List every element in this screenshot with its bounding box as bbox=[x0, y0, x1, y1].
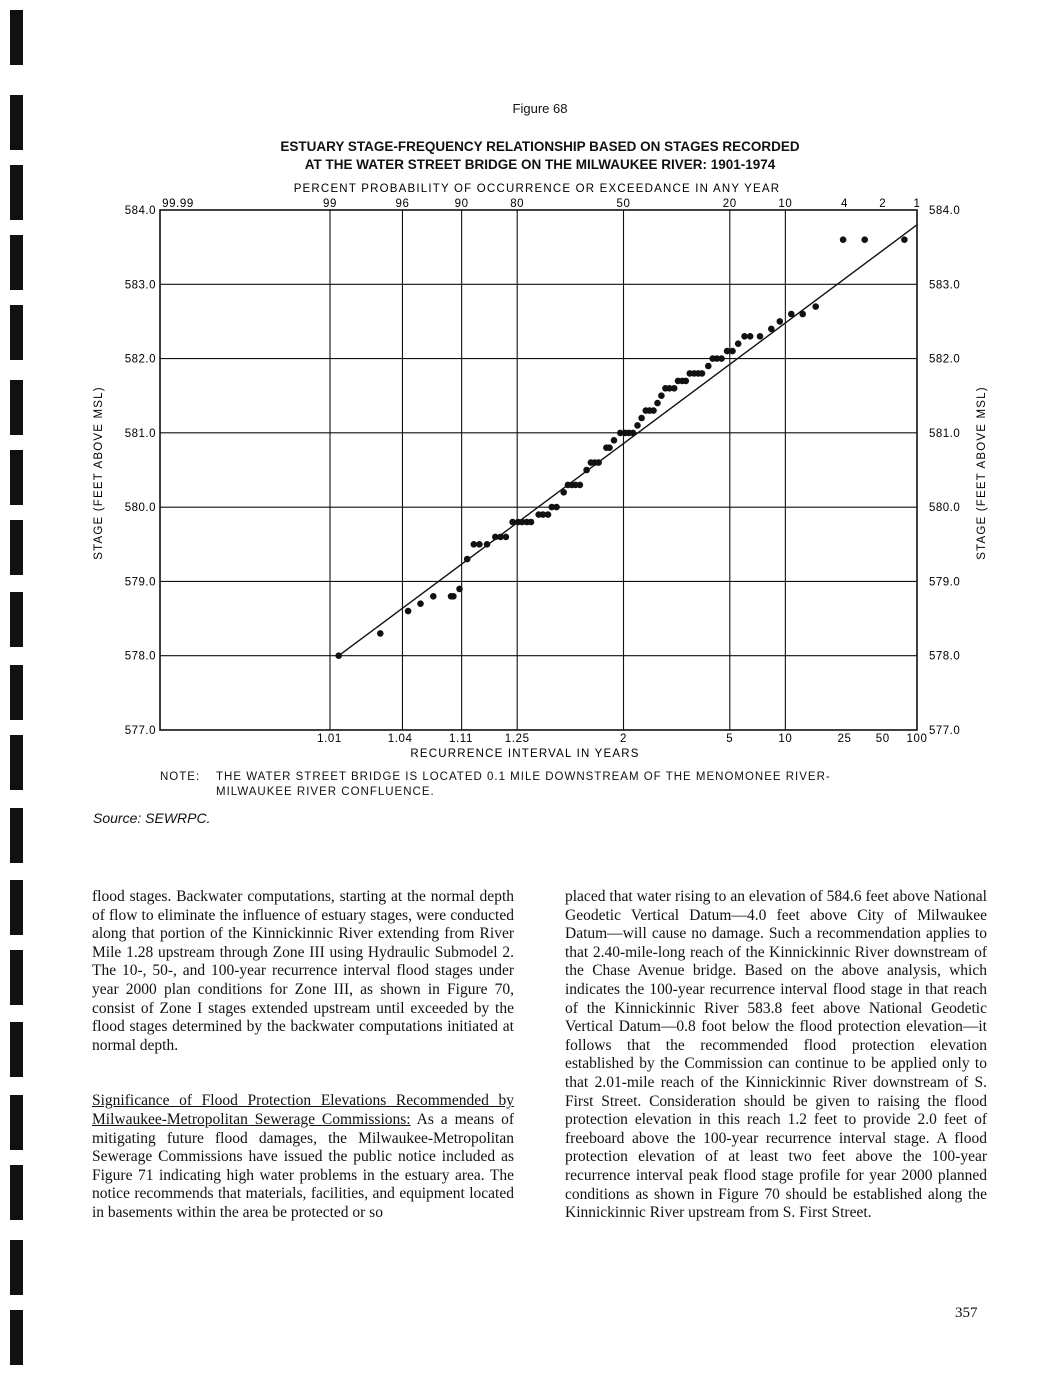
data-point bbox=[606, 444, 613, 451]
y-tick-label: 581.0 bbox=[929, 427, 961, 440]
y-tick-label: 583.0 bbox=[124, 279, 156, 292]
data-point bbox=[741, 333, 748, 340]
left-paragraph-2-text: As a means of mitigating future flood damages, the Milwaukee-Metropolitan Sewerage Commissions have issued the public notice included as Figure 71 indicating high water problems in the estuary area. The notice recommends that materials, facilities, and equipment located in basements within the area be protected or so bbox=[92, 1110, 515, 1221]
data-point bbox=[861, 236, 868, 243]
x-tick-label: 100 bbox=[906, 733, 928, 745]
data-point bbox=[583, 467, 590, 474]
data-point bbox=[377, 630, 384, 637]
x-tick-label: 1.01 bbox=[317, 733, 342, 745]
binding-mark bbox=[10, 1095, 23, 1150]
plot-frame bbox=[160, 210, 917, 730]
data-point bbox=[901, 236, 908, 243]
right-text-column bbox=[565, 888, 987, 1223]
data-point bbox=[840, 236, 847, 243]
data-point bbox=[812, 303, 819, 310]
binding-mark bbox=[10, 880, 23, 935]
data-point bbox=[658, 392, 665, 399]
binding-mark bbox=[10, 1310, 23, 1365]
data-point bbox=[430, 593, 437, 600]
note-line1: THE WATER STREET BRIDGE IS LOCATED 0.1 MILE DOWNSTREAM OF THE MENOMONEE RIVER- bbox=[216, 771, 831, 783]
y-tick-label: 581.0 bbox=[124, 427, 156, 440]
figure-label: Figure 68 bbox=[512, 101, 568, 116]
x-tick-label: 5 bbox=[726, 733, 734, 745]
binding-mark bbox=[10, 1165, 23, 1220]
left-text-column bbox=[92, 888, 514, 1223]
data-point bbox=[799, 311, 806, 318]
data-point bbox=[768, 326, 775, 333]
data-point bbox=[476, 541, 483, 548]
source-line: Source: SEWRPC. bbox=[93, 810, 211, 826]
data-point bbox=[630, 430, 637, 437]
top-tick-label: 1 bbox=[913, 198, 921, 210]
data-point bbox=[595, 459, 602, 466]
section-heading: Significance of Flood Protection Elevations Recommended by Milwaukee-Metropolitan Sewerage Commissions: bbox=[92, 1092, 514, 1128]
y-tick-label: 579.0 bbox=[929, 576, 961, 589]
top-tick-label: 99.99 bbox=[162, 198, 194, 210]
binding-mark bbox=[10, 1022, 23, 1077]
data-point bbox=[503, 534, 510, 541]
y-tick-label: 584.0 bbox=[124, 205, 156, 217]
data-point bbox=[788, 311, 795, 318]
y-axis-label-right: STAGE (FEET ABOVE MSL) bbox=[976, 386, 988, 560]
data-point bbox=[456, 586, 463, 593]
page-number: 357 bbox=[955, 1305, 978, 1321]
top-tick-label: 2 bbox=[879, 198, 887, 210]
y-axis-label-left: STAGE (FEET ABOVE MSL) bbox=[93, 386, 105, 560]
top-tick-label: 10 bbox=[778, 198, 793, 210]
y-tick-label: 578.0 bbox=[929, 650, 961, 663]
top-axis-label: PERCENT PROBABILITY OF OCCURRENCE OR EXCEEDANCE IN ANY YEAR bbox=[293, 183, 781, 195]
x-tick-labels bbox=[317, 733, 927, 745]
data-point bbox=[735, 340, 742, 347]
top-tick-label: 80 bbox=[510, 198, 525, 210]
data-point bbox=[553, 504, 560, 511]
x-tick-label: 50 bbox=[875, 733, 890, 745]
data-point bbox=[634, 422, 641, 429]
data-point bbox=[464, 556, 471, 563]
data-point bbox=[611, 437, 618, 444]
left-paragraph-1: flood stages. Backwater computations, starting at the normal depth of flow to eliminate the influence of estuary stages, were conducted along that portion of the Kinnickinnic River extending from River Mile 1.28 upstream through Zone III using Hydraulic Submodel 2. The 10-, 50-, and 100-year recurrence interval flood stages under year 2000 plan conditions for Zone III, as shown in Figure 70, consist of Zone I stages extended upstream until exceeded by the flood stages determined by the backwater computations initiated at normal depth. bbox=[92, 888, 514, 1054]
data-point bbox=[650, 407, 657, 414]
data-point bbox=[638, 415, 645, 422]
note-label: NOTE: bbox=[160, 771, 201, 783]
x-tick-label: 1.04 bbox=[387, 733, 413, 745]
y-tick-label: 580.0 bbox=[929, 502, 961, 515]
y-tick-label: 579.0 bbox=[124, 576, 156, 589]
x-tick-label: 2 bbox=[620, 733, 627, 745]
data-point bbox=[654, 400, 661, 407]
binding-mark bbox=[10, 1240, 23, 1295]
fitted-line bbox=[339, 225, 917, 656]
y-tick-label: 584.0 bbox=[929, 205, 961, 217]
y-tick-labels-right bbox=[929, 205, 960, 737]
data-point bbox=[484, 541, 491, 548]
y-tick-label: 577.0 bbox=[929, 725, 961, 737]
data-point bbox=[705, 363, 712, 370]
binding-mark bbox=[10, 950, 23, 1005]
y-tick-label: 577.0 bbox=[124, 725, 156, 737]
data-point bbox=[757, 333, 764, 340]
fitted-line-group bbox=[339, 225, 917, 656]
data-point bbox=[671, 385, 678, 392]
x-tick-label: 1.11 bbox=[449, 733, 473, 745]
top-tick-labels bbox=[162, 198, 920, 210]
data-point bbox=[699, 370, 706, 377]
x-tick-label: 25 bbox=[837, 733, 852, 745]
data-point bbox=[450, 593, 457, 600]
right-paragraph-1: placed that water rising to an elevation of 584.6 feet above National Geodetic Vertical Datum—4.0 feet above City of Milwaukee Datum—will cause no damage. Such a recommendation applies to that 2.40-mile-long reach of the Kinnickinnic River downstream of the Chase Avenue bridge. Based on the above analysis, which indicates the 100-year recurrence interval flood stage in that reach of the Kinnickinnic River 583.8 feet above National Geodetic Vertical Datum—0.8 foot below the flood protection elevation—it follows that the recommended flood protection elevation established by the Commission can continue to be applied only to that 2.01-mile reach of the Kinnickinnic River downstream of S. First Street. Consideration should be given to raising the flood protection elevation in this reach 1.2 feet to provide 2.0 feet of freeboard above the 100-year recurrence interval stage. A flood protection elevation of at least two feet above the 100-year recurrence interval peak flood stage profile for year 2000 planned conditions as shown in Figure 70 should be established along the Kinnickinnic River upstream from S. First Street. bbox=[565, 888, 987, 1222]
top-tick-label: 99 bbox=[323, 198, 337, 210]
top-tick-label: 50 bbox=[616, 198, 631, 210]
data-point bbox=[405, 608, 412, 615]
data-point bbox=[560, 489, 567, 496]
left-paragraph-2 bbox=[92, 1092, 514, 1222]
top-tick-label: 96 bbox=[395, 198, 410, 210]
binding-mark bbox=[10, 808, 23, 863]
y-tick-label: 578.0 bbox=[124, 650, 156, 663]
y-tick-label: 583.0 bbox=[929, 279, 961, 292]
y-tick-label: 582.0 bbox=[929, 353, 961, 366]
chart-grid bbox=[160, 210, 917, 730]
y-tick-labels-left bbox=[125, 205, 156, 737]
chart-title-line2: AT THE WATER STREET BRIDGE ON THE MILWAUKEE RIVER: 1901-1974 bbox=[304, 157, 776, 172]
x-tick-label: 1.25 bbox=[504, 733, 530, 745]
data-point bbox=[335, 652, 342, 659]
data-points bbox=[335, 236, 907, 659]
data-point bbox=[545, 511, 552, 518]
y-tick-label: 582.0 bbox=[124, 353, 156, 366]
top-tick-label: 20 bbox=[722, 198, 737, 210]
data-point bbox=[777, 318, 784, 325]
data-point bbox=[729, 348, 736, 355]
y-tick-label: 580.0 bbox=[124, 502, 156, 515]
chart-title-line1: ESTUARY STAGE-FREQUENCY RELATIONSHIP BASED ON STAGES RECORDED bbox=[280, 139, 800, 154]
note-line2: MILWAUKEE RIVER CONFLUENCE. bbox=[216, 786, 435, 798]
top-tick-label: 90 bbox=[454, 198, 469, 210]
data-point bbox=[683, 378, 690, 385]
x-tick-label: 10 bbox=[778, 733, 793, 745]
data-point bbox=[747, 333, 754, 340]
x-axis-label: RECURRENCE INTERVAL IN YEARS bbox=[410, 748, 640, 760]
top-tick-label: 4 bbox=[841, 198, 849, 210]
data-point bbox=[577, 482, 584, 489]
data-point bbox=[528, 519, 535, 526]
data-point bbox=[718, 355, 725, 362]
chart-note bbox=[160, 770, 831, 800]
data-point bbox=[417, 600, 424, 607]
